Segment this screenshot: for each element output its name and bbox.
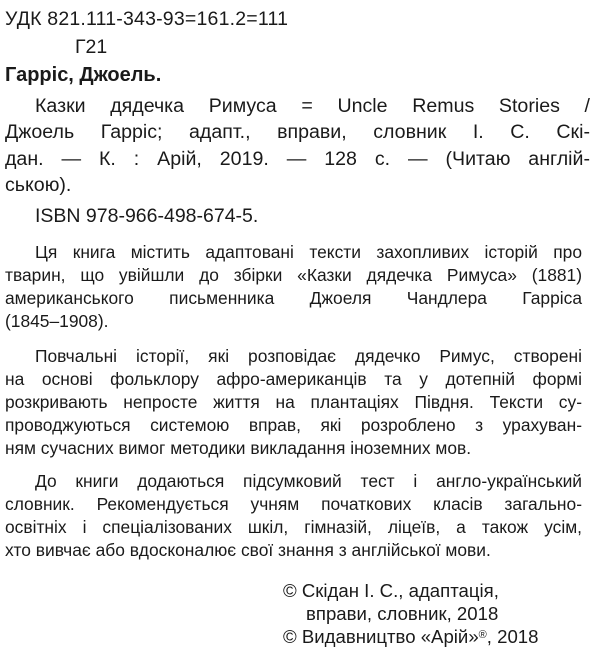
annotation-line: Повчальні історії, які розповідає дядечко Римус, створені (35, 346, 582, 366)
annotation-line: Ця книга містить адаптовані тексти захопливих історій про (35, 242, 582, 262)
annotation-line: До книги додаються підсумковий тест і англо-український (35, 471, 582, 491)
annotation-line: освітніх і спеціалізованих шкіл, гімназій, ліцеїв, а також усім, (5, 517, 582, 537)
bibliographic-line: дан. — К. : Арій, 2019. — 128 с. — (Читаю англій- (5, 148, 590, 170)
author-sign-code: Г21 (75, 36, 108, 58)
author-heading: Гарріс, Джоель. (5, 64, 162, 86)
annotation-line: тварин, що увійшли до збірки «Казки дядечка Римуса» (1881) (5, 265, 582, 285)
copyright-author-cont: вправи, словник, 2018 (306, 603, 499, 624)
annotation-line: (1845–1908). (5, 311, 109, 331)
annotation-line: словник. Рекомендується учням початкових класів загально- (5, 494, 582, 514)
bibliographic-line: ською). (5, 174, 72, 196)
bibliographic-line: Казки дядечка Римуса = Uncle Remus Stories / (35, 95, 590, 117)
registered-mark: ® (478, 629, 487, 641)
udk-code: УДК 821.111-343-93=161.2=111 (5, 8, 289, 30)
annotation-line: ням сучасних вимог методики викладання іноземних мов. (5, 438, 472, 458)
copyright-author: © Скідан І. С., адаптація, (283, 580, 499, 601)
bibliographic-line: Джоель Гарріс; адапт., вправи, словник І. С. Скі- (5, 121, 590, 143)
annotation-line: на основі фольклору афро-американців та у дотепній формі (5, 369, 582, 389)
annotation-line: американського письменника Джоеля Чандлера Гарріса (5, 288, 582, 308)
copyright-publisher: © Видавництво «Арій»®, 2018 (283, 626, 539, 647)
isbn: ISBN 978-966-498-674-5. (35, 205, 259, 227)
annotation-line: хто вивчає або вдосконалює свої знання з англійської мови. (5, 540, 491, 560)
annotation-line: розкривають непросте життя на плантаціях Півдня. Тексти су- (5, 392, 582, 412)
annotation-line: проводжуються системою вправ, які розроблено з урахуван- (5, 415, 582, 435)
